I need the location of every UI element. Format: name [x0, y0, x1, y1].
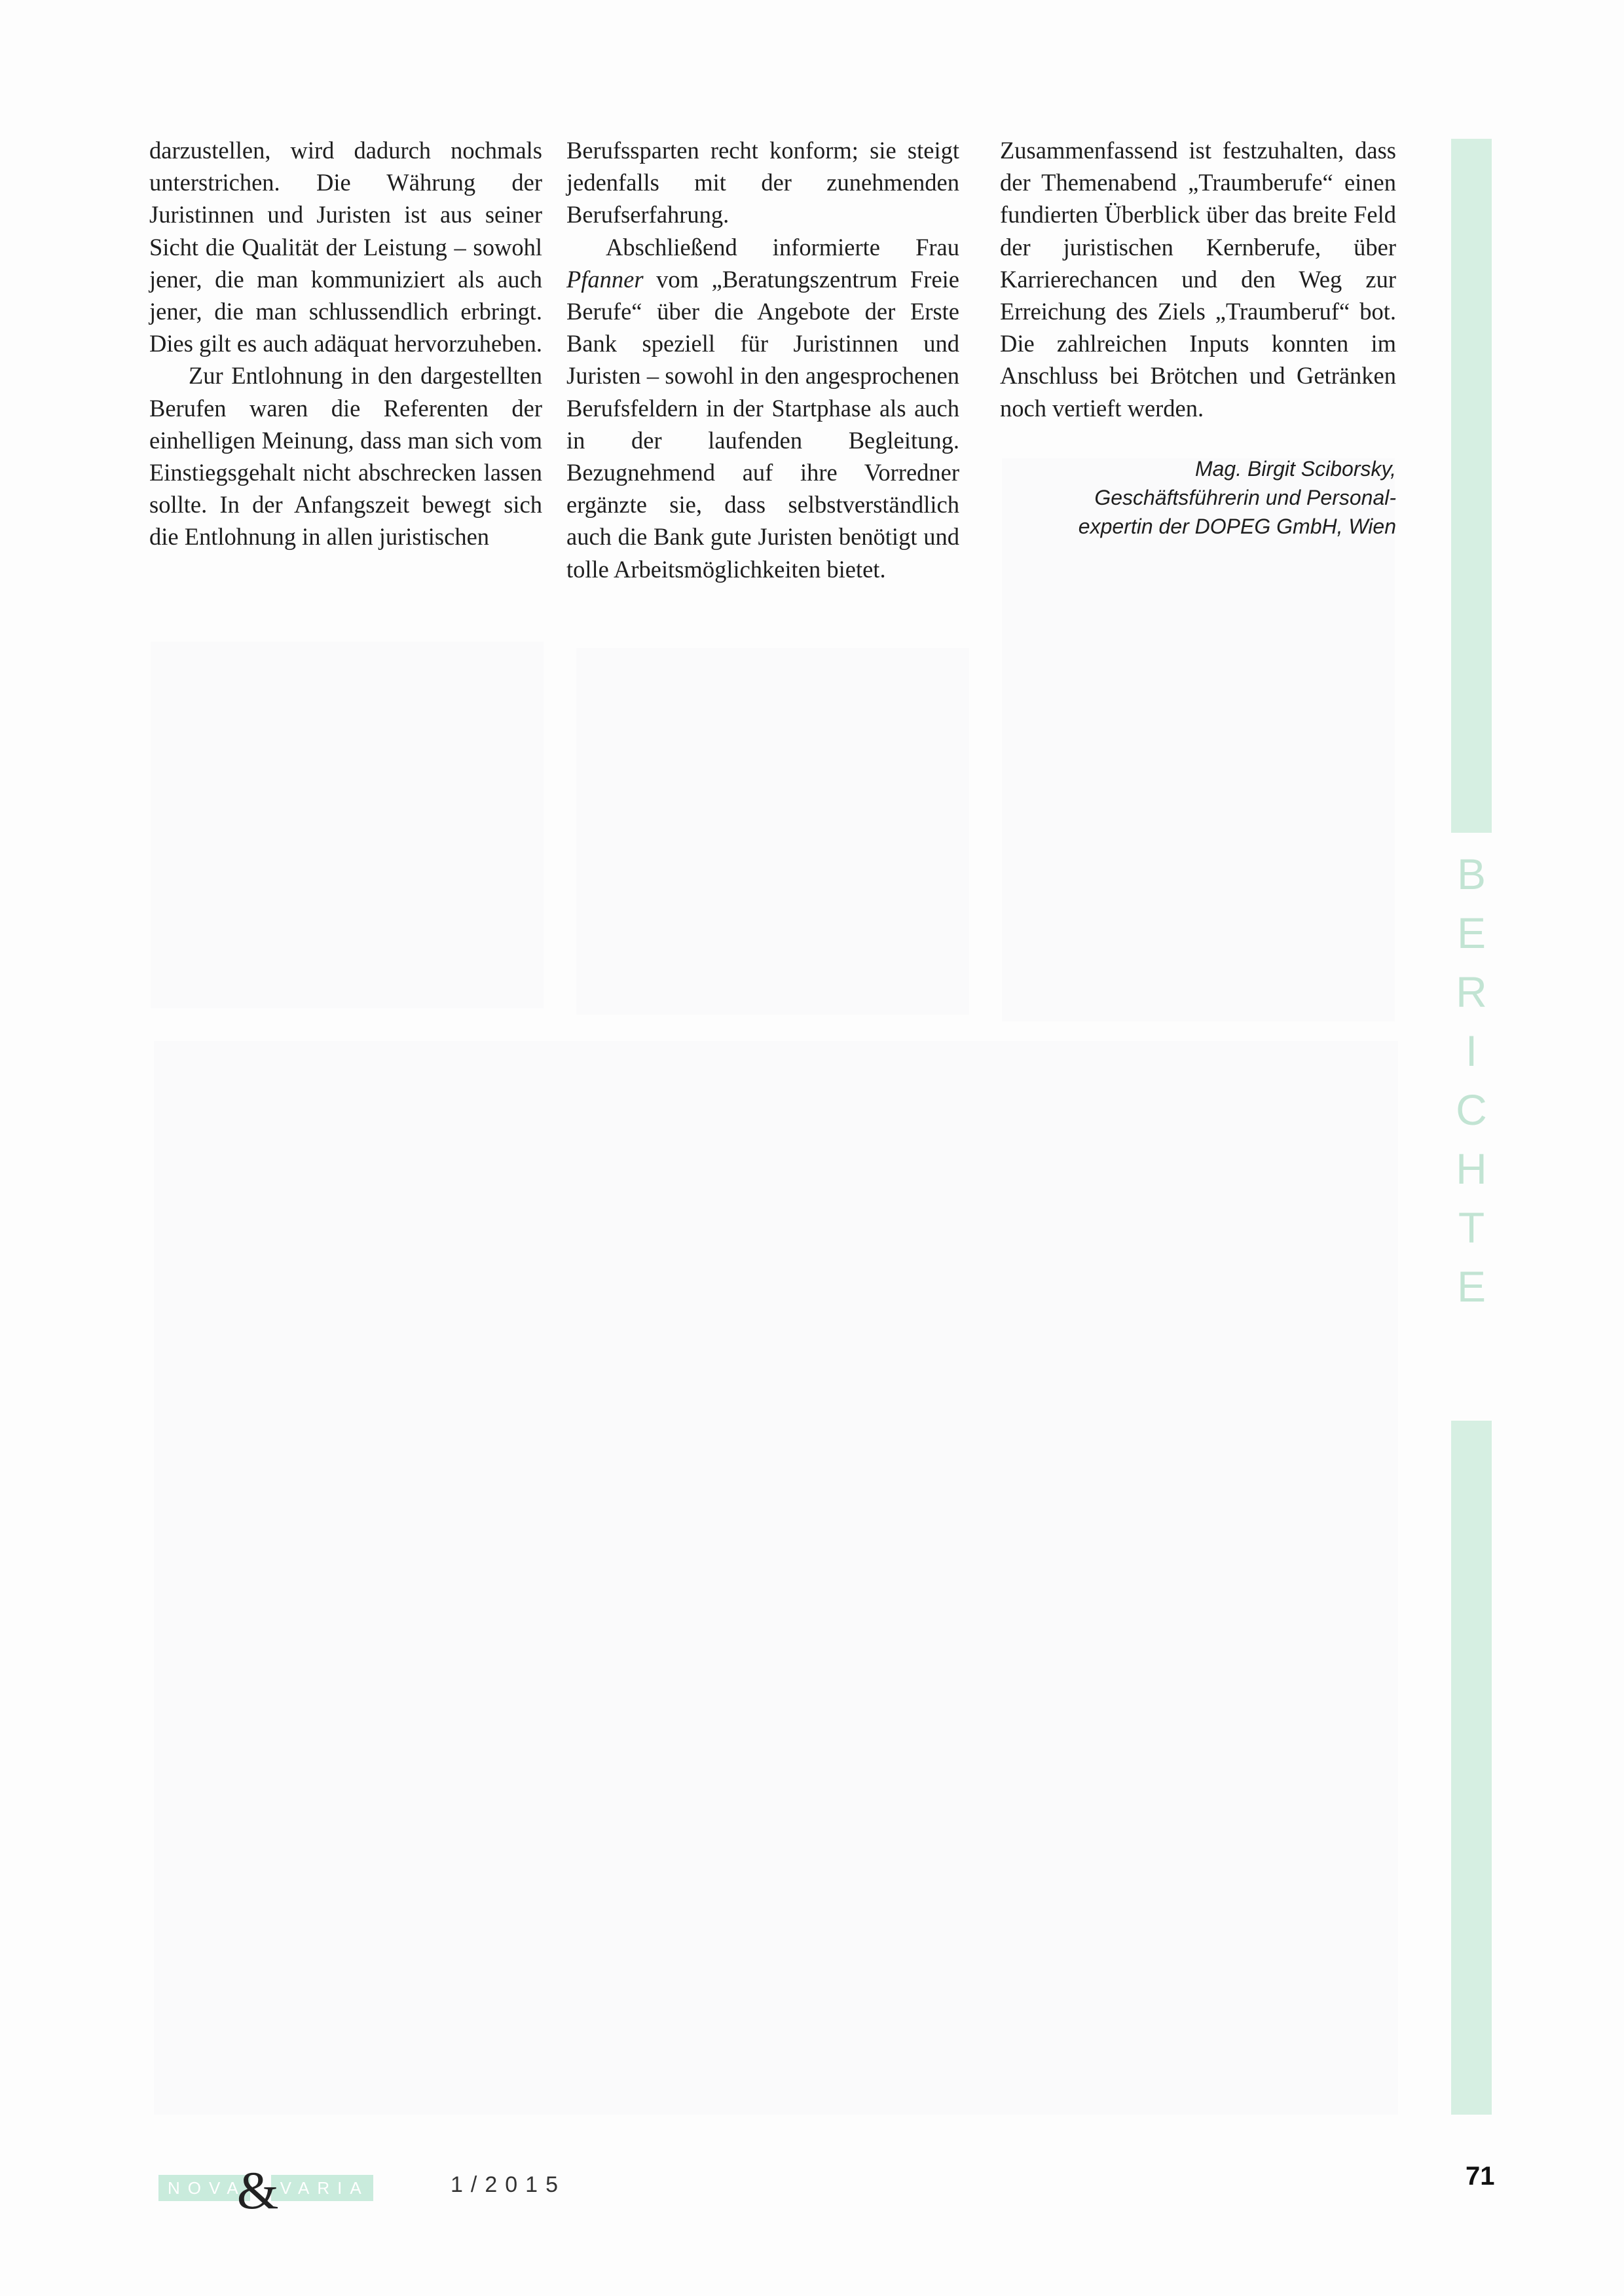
magazine-logo [158, 2160, 373, 2220]
tab-letter: E [1456, 909, 1486, 957]
logo-ampersand: & [236, 2160, 279, 2220]
author-role: expertin der DOPEG GmbH, Wien [1078, 514, 1396, 538]
text-column-2 [566, 134, 959, 585]
paragraph: darzustellen, wird dadurch nochmals unterstrichen. Die Währung der Juristinnen und Juristen ist aus seiner Sicht die Qualität der Leistung – sowohl jener, die man kommuniziert als auch jener, die man schlussendlich erbringt. Dies gilt es auch adäquat hervorzuheben. [149, 137, 542, 357]
text-column-1 [149, 134, 542, 553]
section-tab-bar-bottom [1451, 1421, 1492, 2115]
logo-word-right: VARIA [271, 2175, 373, 2201]
paragraph-text: Abschließend informierte Frau [606, 233, 959, 261]
issue-number: 1/2015 [451, 2172, 566, 2197]
text-column-3 [1000, 134, 1396, 541]
show-through-area [154, 1041, 1398, 2115]
author-role: Geschäftsführerin und Personal- [1094, 485, 1396, 509]
paragraph [566, 231, 959, 585]
tab-letter: H [1456, 1144, 1487, 1193]
tab-letter: T [1458, 1203, 1485, 1252]
tab-letter: E [1456, 1262, 1486, 1311]
tab-letter: C [1456, 1085, 1487, 1134]
tab-letter: B [1456, 850, 1486, 898]
tab-letter: R [1456, 968, 1487, 1016]
tab-letter: I [1465, 1027, 1478, 1075]
show-through-area [576, 648, 969, 1015]
paragraph: Zusammenfassend ist festzuhalten, dass der Themenabend „Traumberufe“ einen fundierten Überblick über das breite Feld der juristischen Kernberufe, über Karrierechancen und den Weg zur Erreichung des Ziels „Traumberuf“ bot. Die zahlreichen Inputs konnten im Anschluss bei Brötchen und Getränken noch vertieft werden. [1000, 137, 1396, 422]
section-tab-bar-top [1451, 139, 1492, 833]
section-tab-label [1445, 845, 1498, 1316]
paragraph-text: vom „Beratungszentrum Freie Berufe“ über die Angebote der Erste Bank speziell für Juristinnen und Juristen – sowohl in den angesprochenen Berufsfeldern in der Startphase als auch in der laufenden Begleitung. Bezugnehmend auf ihre Vorredner ergänzte sie, dass selbstverständlich auch die Bank gute Juristen benötigt und tolle Arbeitsmöglichkeiten bietet. [566, 265, 959, 583]
page-number: 71 [1466, 2162, 1495, 2191]
show-through-area [1002, 458, 1395, 1021]
paragraph: Zur Entlohnung in den dargestellten Berufen waren die Referenten der einhelligen Meinung, dass man sich vom Einstiegsgehalt nicht abschrecken lassen sollte. In der Anfangszeit bewegt sich die Entlohnung in allen juristischen [149, 362, 542, 551]
show-through-area [151, 642, 544, 1008]
paragraph: Berufssparten recht konform; sie steigt jedenfalls mit der zunehmenden Berufserfahrung. [566, 137, 959, 228]
person-name: Pfanner [566, 265, 644, 293]
author-signature [1000, 454, 1396, 541]
logo-word-left: NOVA [158, 2175, 250, 2201]
author-name: Mag. Birgit Sciborsky, [1194, 456, 1396, 481]
